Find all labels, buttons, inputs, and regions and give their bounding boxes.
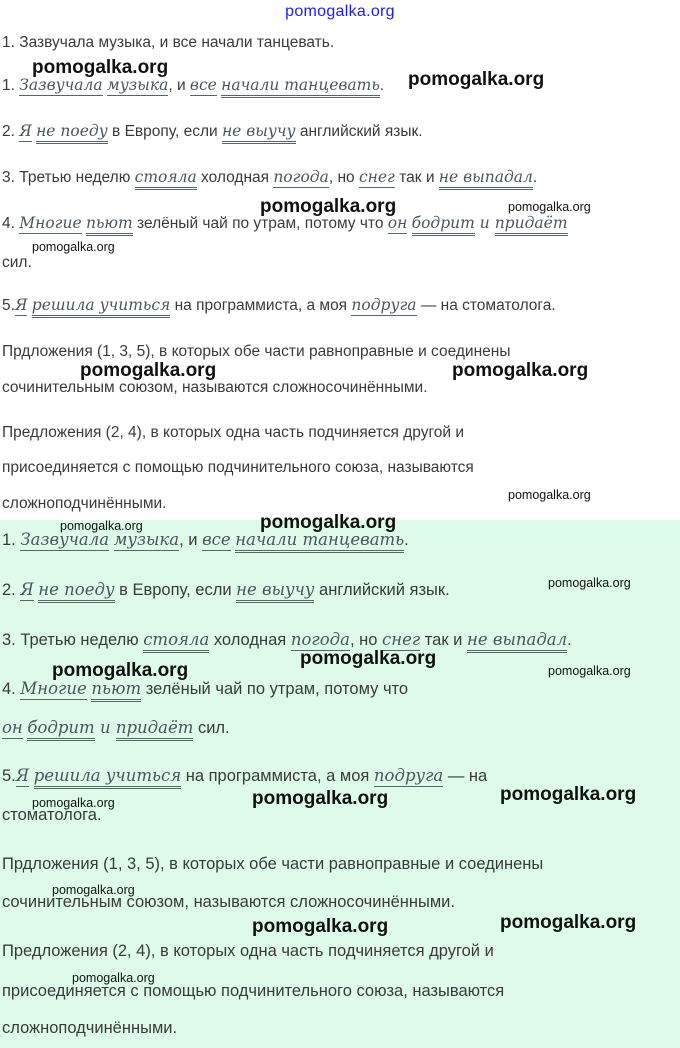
bottom-sentence-2 <box>2 580 450 600</box>
bottom-paragraph-2-line-1: Предложения (2, 4), в которых одна часть подчиняется другой и <box>2 942 494 960</box>
predicate-word: не выучу <box>222 122 296 144</box>
sentence-text: , и <box>168 77 190 94</box>
top-paragraph-2-line-1: Предложения (2, 4), в которых одна часть подчиняется другой и <box>2 424 465 441</box>
subject-word: снег <box>358 168 395 186</box>
predicate-word: решила учиться <box>32 296 171 318</box>
subject-word: Многие <box>19 214 82 232</box>
conjunction-word: и <box>474 214 495 232</box>
subject-word: погода <box>273 168 329 186</box>
watermark: pomogalka.org <box>508 200 591 214</box>
watermark: pomogalka.org <box>252 916 389 937</box>
predicate-word: пьют <box>91 679 141 702</box>
conjunction-word: и <box>94 718 116 737</box>
top-sentence-4-tail: сил. <box>2 254 32 271</box>
sentence-number: 2. <box>2 581 16 599</box>
subject-word: все <box>202 530 231 549</box>
sentence-text: холодная <box>196 169 274 186</box>
subject-word: Я <box>15 766 30 785</box>
intro-sentence: 1. Зазвучала музыка, и все начали танцевать. <box>2 34 335 51</box>
sentence-text: . <box>567 631 572 649</box>
subject-word: Зазвучала <box>20 530 110 549</box>
subject-word: он <box>2 718 23 737</box>
bottom-sentence-5 <box>2 766 487 786</box>
watermark: pomogalka.org <box>452 360 589 381</box>
sentence-text: , но <box>349 631 382 649</box>
watermark: pomogalka.org <box>32 240 115 254</box>
watermark: pomogalka.org <box>408 69 545 90</box>
bottom-sentence-3 <box>2 630 572 650</box>
predicate-word: пьют <box>86 214 133 236</box>
top-paragraph-1-line-1: Прдложения (1, 3, 5), в которых обе части равноправные и соединены <box>2 343 511 360</box>
subject-word: Многие <box>20 679 87 698</box>
predicate-word: бодрит <box>412 214 475 236</box>
watermark: pomogalka.org <box>500 912 637 933</box>
predicate-word: придаёт <box>495 214 568 236</box>
sentence-text: — на <box>443 767 488 785</box>
sentence-text: . <box>532 169 538 186</box>
bottom-sentence-4 <box>2 679 408 699</box>
watermark: pomogalka.org <box>252 788 389 809</box>
sentence-text: так и <box>420 631 467 649</box>
sentence-text: — на стоматолога. <box>416 297 556 314</box>
subject-word: все <box>189 76 217 94</box>
top-paragraph-2-line-2: присоединяется с помощью подчинительного союза, называются <box>2 459 474 476</box>
watermark: pomogalka.org <box>260 512 397 533</box>
watermark: pomogalka.org <box>500 784 637 805</box>
predicate-word: не поеду <box>36 122 108 144</box>
top-sentence-2 <box>2 122 423 141</box>
predicate-word: стояла <box>143 630 209 653</box>
watermark: pomogalka.org <box>548 664 631 678</box>
watermark: pomogalka.org <box>80 360 217 381</box>
top-sentence-5 <box>2 296 556 315</box>
watermark: pomogalka.org <box>52 660 189 681</box>
watermark: pomogalka.org <box>72 971 155 985</box>
top-sentence-3 <box>2 168 537 187</box>
sentence-number: 4. <box>2 680 16 698</box>
top-paragraph-1-line-2: сочинительным союзом, называются сложносочинёнными. <box>2 379 428 396</box>
subject-word: музыка <box>106 76 169 94</box>
watermark: pomogalka.org <box>52 883 135 897</box>
subject-word: Я <box>20 580 34 599</box>
watermark: pomogalka.org <box>32 57 169 78</box>
bottom-paragraph-1-line-1: Прдложения (1, 3, 5), в которых обе части равноправные и соединены <box>2 855 544 873</box>
watermark: pomogalka.org <box>260 196 397 217</box>
watermark: pomogalka.org <box>60 519 143 533</box>
watermark: pomogalka.org <box>300 648 437 669</box>
sentence-text: на программиста, а моя <box>181 767 374 785</box>
subject-word: погода <box>290 630 350 649</box>
sentence-text: английский язык. <box>314 581 450 599</box>
sentence-text: английский язык. <box>295 123 423 140</box>
bottom-sentence-5-tail: стоматолога. <box>2 806 102 824</box>
sentence-text: в Европу, если <box>114 581 237 599</box>
sentence-number: 5. <box>2 297 15 314</box>
subject-word: подруга <box>351 296 417 314</box>
subject-word: он <box>387 214 408 232</box>
sentence-text: , и <box>179 531 203 549</box>
predicate-word: не выпадал <box>439 168 533 190</box>
sentence-text: в Европу, если <box>107 123 222 140</box>
subject-word: снег <box>382 630 421 649</box>
predicate-word: начали танцевать <box>235 530 404 553</box>
sentence-number: 5. <box>2 767 16 785</box>
watermark: pomogalka.org <box>32 796 115 810</box>
predicate-word: придаёт <box>116 718 194 741</box>
subject-word: музыка <box>113 530 180 549</box>
sentence-text: холодная <box>209 631 291 649</box>
predicate-word: стояла <box>135 168 197 190</box>
sentence-text: . <box>404 531 409 549</box>
subject-word: Я <box>19 122 32 140</box>
sentence-text: , но <box>328 169 359 186</box>
predicate-word: бодрит <box>27 718 94 741</box>
predicate-word: начали танцевать <box>221 76 380 98</box>
sentence-number: 1. <box>2 531 16 549</box>
predicate-word: не выучу <box>236 580 314 603</box>
subject-word: Зазвучала <box>19 76 103 94</box>
watermark: pomogalka.org <box>548 576 631 590</box>
bottom-paragraph-1-line-2: сочинительным союзом, называются сложносочинёнными. <box>2 893 455 911</box>
sentence-number: 1. <box>2 77 15 94</box>
predicate-word: решила учиться <box>34 766 181 789</box>
sentence-text: зелёный чай по утрам, потому что <box>141 680 409 698</box>
predicate-word: не поеду <box>38 580 114 603</box>
bottom-sentence-4-cont <box>2 718 230 738</box>
sentence-text: 3. Третью неделю <box>2 169 135 186</box>
predicate-word: не выпадал <box>467 630 567 653</box>
sentence-text: зелёный чай по утрам, потому что <box>132 215 388 232</box>
sentence-number: 2. <box>2 123 15 140</box>
sentence-text: на программиста, а моя <box>170 297 352 314</box>
sentence-text: сил. <box>193 719 230 737</box>
sentence-text: так и <box>394 169 439 186</box>
sentence-text: 3. Третью неделю <box>2 631 144 649</box>
subject-word: подруга <box>373 766 444 785</box>
watermark: pomogalka.org <box>508 488 591 502</box>
sentence-text: . <box>379 77 385 94</box>
bottom-paragraph-2-line-2: присоединяется с помощью подчинительного союза, называются <box>2 982 505 1000</box>
header-watermark: pomogalka.org <box>285 3 395 20</box>
sentence-number: 4. <box>2 215 15 232</box>
top-paragraph-2-line-3: сложноподчинёнными. <box>2 495 167 512</box>
subject-word: Я <box>14 296 28 314</box>
bottom-paragraph-2-line-3: сложноподчинёнными. <box>2 1019 178 1037</box>
